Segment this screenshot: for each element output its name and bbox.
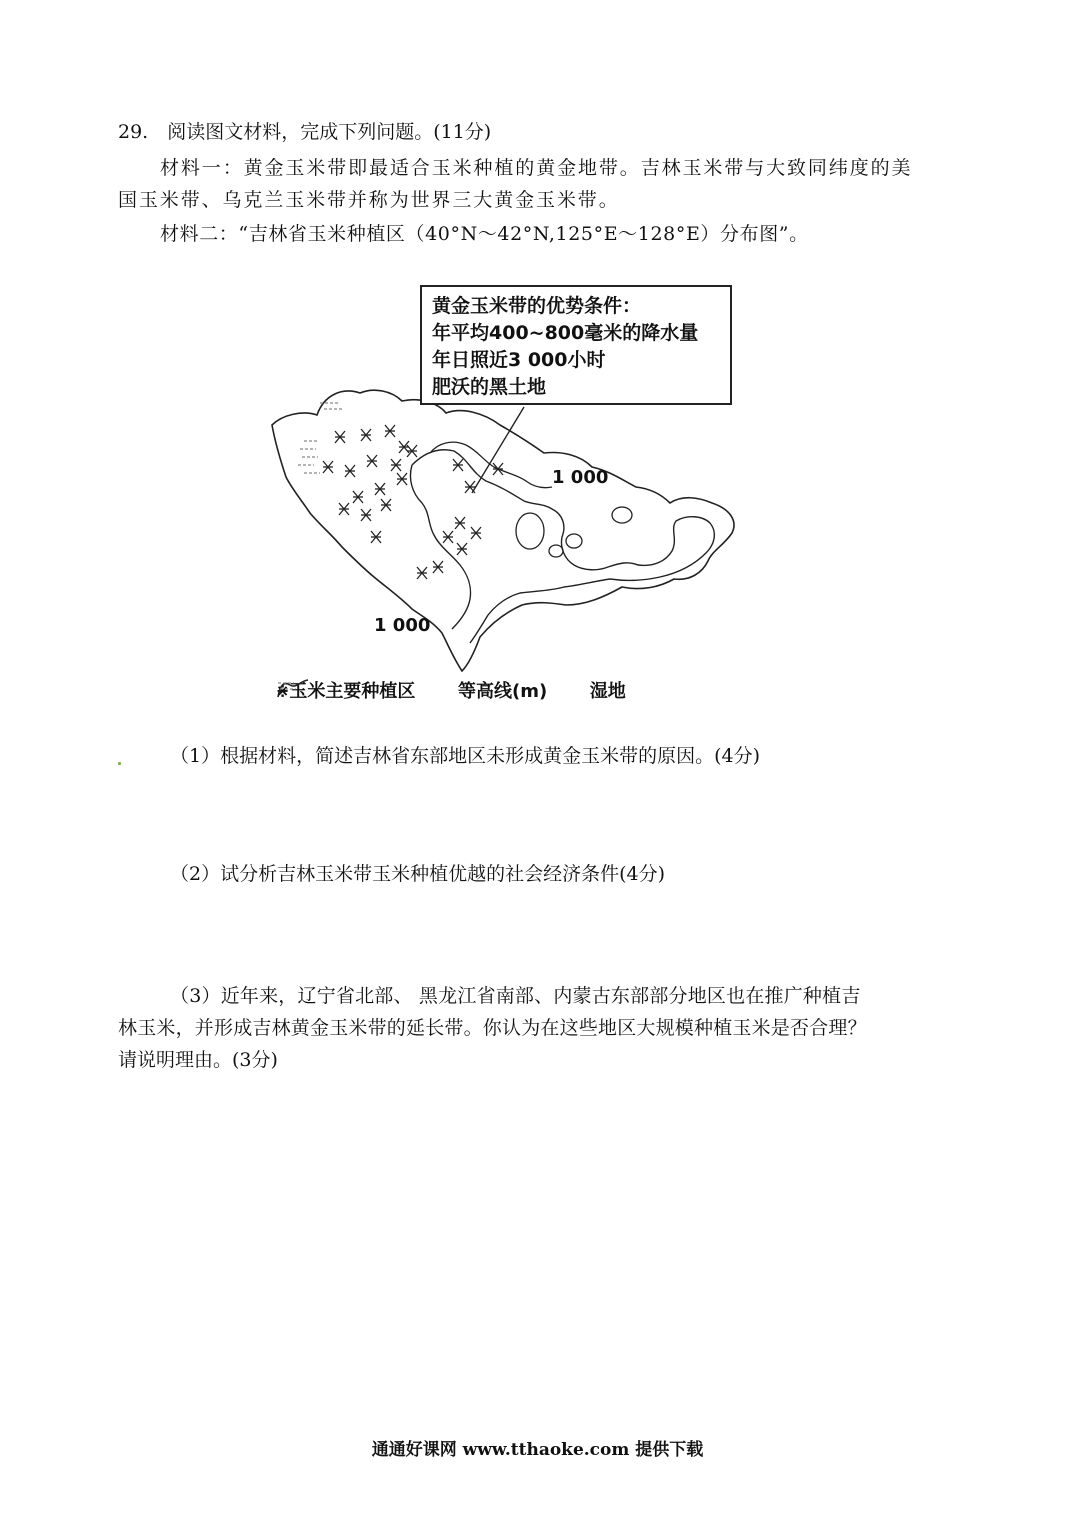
callout-line: 年平均400~800毫米的降水量 bbox=[432, 322, 699, 344]
page-footer: 通通好课网 www.tthaoke.com 提供下载 bbox=[371, 1440, 704, 1460]
corn-planting-symbol bbox=[433, 561, 443, 573]
corn-planting-symbol bbox=[397, 473, 407, 485]
corn-planting-symbol bbox=[465, 481, 475, 493]
corn-planting-symbol bbox=[391, 459, 401, 471]
contour-island-1 bbox=[516, 513, 544, 549]
x-cross-icon: ⋇ bbox=[276, 680, 290, 700]
material-one-line-2: 国玉米带、乌克兰玉米带并称为世界三大黄金玉米带。 bbox=[118, 189, 620, 211]
contour-island-2 bbox=[566, 534, 582, 548]
corn-planting-symbol bbox=[361, 509, 371, 521]
corn-planting-symbol bbox=[471, 527, 481, 539]
corn-planting-symbol bbox=[339, 503, 349, 515]
corn-planting-symbol bbox=[323, 461, 333, 473]
corn-planting-symbol bbox=[367, 455, 377, 467]
corn-planting-symbol bbox=[345, 465, 355, 477]
corn-planting-symbol bbox=[407, 445, 417, 457]
corn-planting-symbol bbox=[417, 567, 427, 579]
jilin-corn-map-figure bbox=[262, 275, 746, 708]
contour-island-3 bbox=[549, 545, 563, 557]
contour-label-southwest: 1 000 bbox=[374, 615, 431, 636]
corn-planting-symbol bbox=[381, 499, 391, 511]
corn-planting-symbol bbox=[493, 463, 503, 475]
question-title: 29. 阅读图文材料，完成下列问题。(11分) bbox=[118, 121, 492, 143]
corn-planting-symbol bbox=[335, 431, 345, 443]
subquestion-3-line-2: 林玉米，并形成吉林黄金玉米带的延长带。你认为在这些地区大规模种植玉米是否合理？ bbox=[118, 1017, 867, 1039]
callout-line: 肥沃的黑土地 bbox=[432, 376, 547, 398]
corn-planting-symbol bbox=[443, 531, 453, 543]
corn-planting-symbol bbox=[453, 459, 463, 471]
corn-planting-symbol bbox=[375, 483, 385, 495]
corn-planting-symbol bbox=[361, 429, 371, 441]
contour-label-east: 1 000 bbox=[552, 467, 609, 488]
callout-line: 年日照近3 000小时 bbox=[432, 349, 606, 371]
subquestion-1: （1）根据材料，简述吉林省东部地区未形成黄金玉米带的原因。(4分) bbox=[170, 745, 761, 767]
map-legend bbox=[276, 677, 626, 703]
legend-contour-label: 等高线(m) bbox=[457, 681, 548, 702]
corn-planting-symbol bbox=[385, 425, 395, 437]
callout-pointer bbox=[472, 407, 524, 493]
stray-mark bbox=[118, 762, 121, 765]
corn-planting-symbol bbox=[371, 531, 381, 543]
material-two: 材料二：“吉林省玉米种植区（40°N～42°N,125°E～128°E）分布图”。 bbox=[160, 223, 809, 245]
corn-planting-symbol bbox=[455, 517, 465, 529]
contour-island-4 bbox=[612, 507, 632, 523]
subquestion-3-line-1: （3）近年来，辽宁省北部、 黑龙江省南部、内蒙古东部部分地区也在推广种植吉 bbox=[170, 985, 861, 1007]
contour-line-inner bbox=[410, 465, 470, 629]
corn-planting-symbol bbox=[457, 543, 467, 555]
province-outline bbox=[272, 390, 734, 671]
subquestion-2: （2）试分析吉林玉米带玉米种植优越的社会经济条件(4分) bbox=[170, 863, 666, 885]
subquestion-3-line-3: 请说明理由。(3分) bbox=[118, 1049, 278, 1071]
material-one-line-1: 材料一：黄金玉米带即最适合玉米种植的黄金地带。吉林玉米带与大致同纬度的美 bbox=[160, 157, 913, 179]
legend-wetland-label: 湿地 bbox=[589, 681, 626, 702]
contour-line-north bbox=[430, 442, 552, 488]
legend-corn-label: 玉米主要种植区 bbox=[289, 681, 416, 702]
callout-line: 黄金玉米带的优势条件： bbox=[432, 295, 642, 317]
advantage-callout-box bbox=[420, 285, 732, 405]
corn-planting-symbol bbox=[353, 491, 363, 503]
